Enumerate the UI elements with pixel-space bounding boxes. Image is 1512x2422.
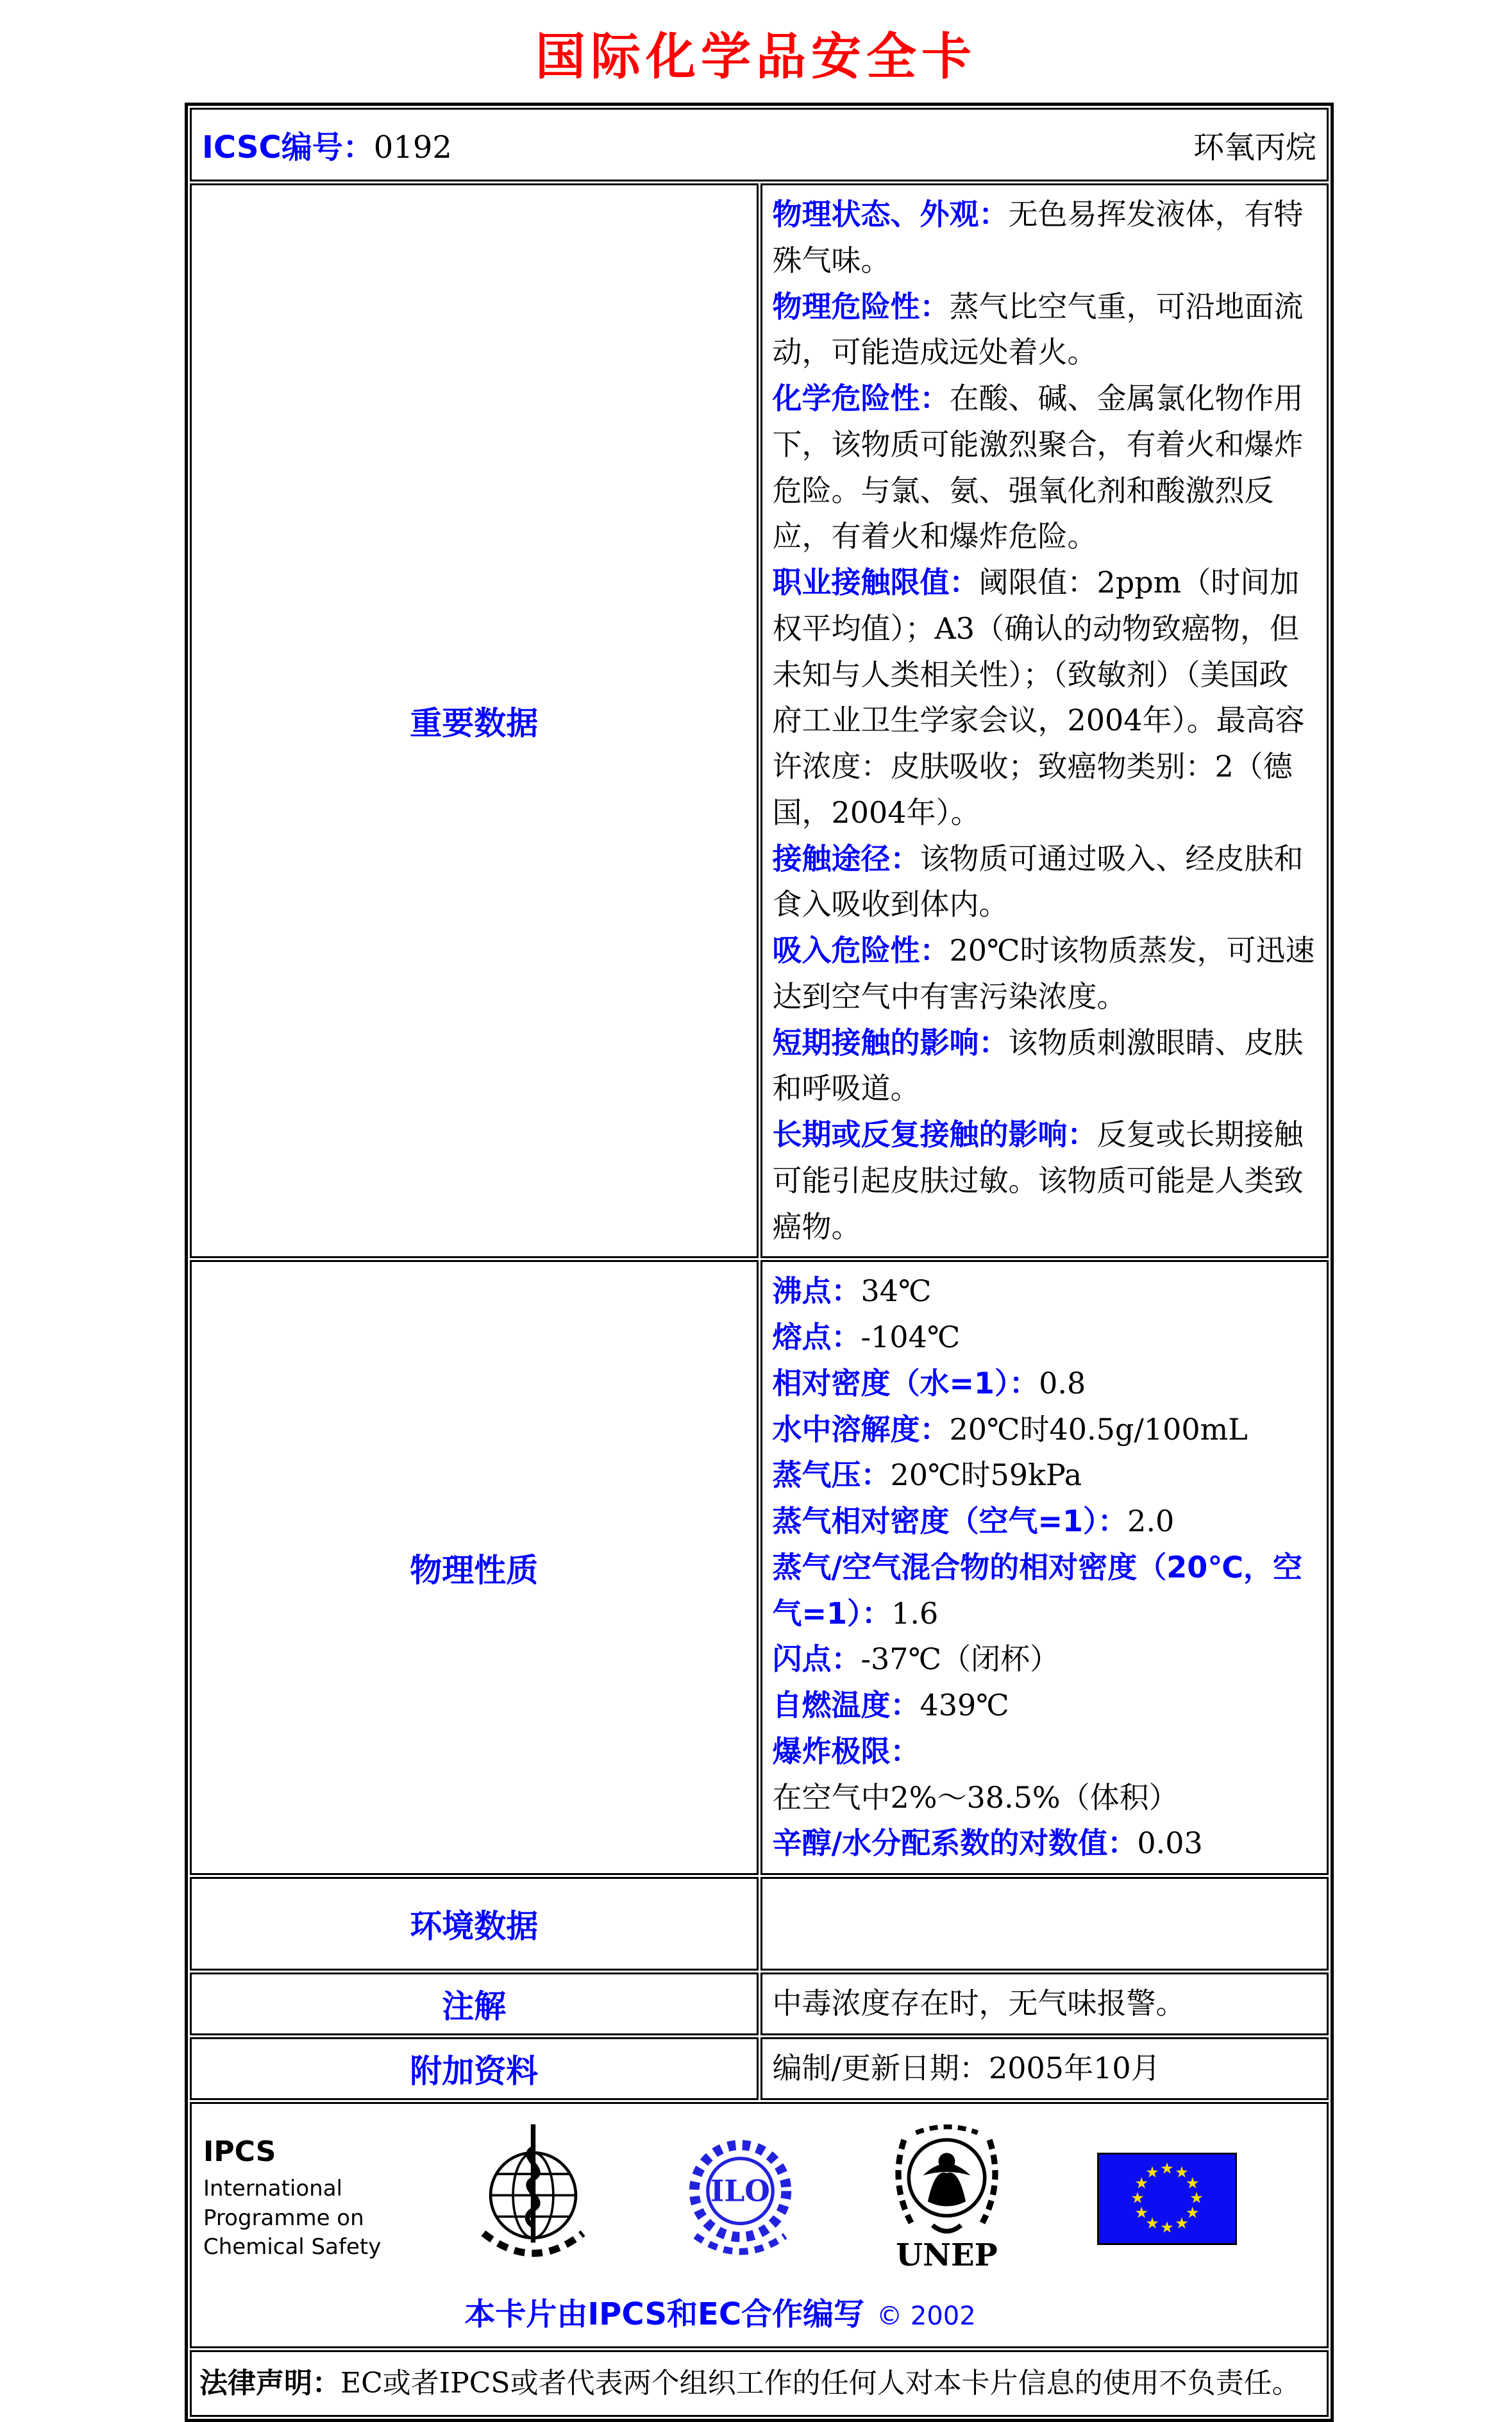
physical-properties-content — [760, 1260, 1329, 1875]
eu-star-icon: ★ — [1130, 2189, 1145, 2207]
additional-info-content: 编制/更新日期：2005年10月 — [760, 2037, 1329, 2100]
credit-year: © 2002 — [877, 2301, 976, 2331]
item-label: 吸入危险性： — [772, 933, 950, 968]
item-text: 在空气中2%～38.5%（体积） — [772, 1779, 1179, 1815]
item-text: -104℃ — [861, 1320, 961, 1354]
data-item — [773, 928, 1317, 1020]
data-item — [773, 560, 1317, 836]
ipcs-line: Programme on — [203, 2205, 364, 2231]
item-text: 该物质可通过吸入、经皮肤和食入吸收到体内。 — [772, 841, 1304, 922]
data-item — [773, 1020, 1317, 1113]
item-text: 20℃时该物质蒸发，可迅速达到空气中有害污染浓度。 — [772, 933, 1315, 1014]
eu-star-icon: ★ — [1134, 2174, 1148, 2192]
ipcs-line: International — [203, 2175, 342, 2201]
logos-cell — [190, 2102, 1329, 2348]
page-title: 国际化学品安全卡 — [535, 28, 977, 86]
item-label: 物理危险性： — [772, 289, 950, 324]
item-label: 熔点： — [772, 1320, 861, 1354]
data-item — [773, 1545, 1317, 1637]
item-label: 短期接触的影响： — [772, 1025, 1009, 1060]
eu-star-icon: ★ — [1160, 2218, 1174, 2237]
data-item — [773, 1268, 1317, 1315]
ipcs-title: IPCS — [203, 2135, 276, 2168]
legal-notice-cell — [190, 2350, 1329, 2417]
data-item — [773, 376, 1317, 560]
credit-line — [203, 2289, 1237, 2334]
item-text: 20℃时59kPa — [890, 1458, 1082, 1493]
eu-flag-icon — [1097, 2153, 1237, 2245]
item-text: 2.0 — [1127, 1504, 1175, 1538]
item-text: 1.6 — [891, 1595, 939, 1631]
item-label: 辛醇/水分配系数的对数值： — [772, 1826, 1138, 1861]
environmental-data-row — [190, 1877, 1329, 1971]
physical-properties-row — [190, 1260, 1329, 1875]
important-data-row — [190, 183, 1329, 1258]
data-item — [773, 1407, 1317, 1453]
item-label: 长期或反复接触的影响： — [772, 1117, 1097, 1152]
item-text: 439℃ — [920, 1688, 1009, 1722]
notes-row-label: 注解 — [190, 1972, 759, 2035]
eu-star-icon: ★ — [1175, 2163, 1189, 2182]
item-label: 职业接触限值： — [772, 565, 979, 600]
icsc-header-cell — [190, 108, 1329, 181]
data-item — [773, 1361, 1317, 1407]
data-item — [773, 192, 1317, 284]
item-label: 物理状态、外观： — [772, 197, 1009, 231]
data-item — [773, 1499, 1317, 1545]
item-label: 蒸气相对密度（空气=1）： — [772, 1504, 1128, 1538]
item-text: 阈限值：2ppm（时间加权平均值）；A3（确认的动物致癌物，但未知与人类相关性）；（致敏剂）（美国政府工业卫生学家会议，2004年）。最高容许浓度：皮肤吸收；致癌物类别：2（德国，2004年）。 — [772, 565, 1305, 830]
item-text: 0.03 — [1137, 1826, 1203, 1861]
credit-text: 本卡片由IPCS和EC合作编写 — [464, 2296, 865, 2332]
item-text: 蒸气比空气重，可沿地面流动，可能造成远处着火。 — [772, 289, 1304, 370]
legal-notice-text: EC或者IPCS或者代表两个组织工作的任何人对本卡片信息的使用不负责任。 — [340, 2366, 1300, 2400]
item-text: 0.8 — [1039, 1365, 1086, 1400]
item-text: 在酸、碱、金属氯化物作用下，该物质可能激烈聚合，有着火和爆炸危险。与氯、氨、强氧化剂和酸激烈反应，有着火和爆炸危险。 — [772, 381, 1304, 554]
item-label: 水中溶解度： — [772, 1411, 950, 1447]
unep-logo-icon — [887, 2121, 1006, 2278]
ilo-logo-icon — [684, 2126, 796, 2272]
data-item — [773, 1452, 1317, 1499]
item-label: 爆炸极限： — [772, 1733, 920, 1769]
important-data-row-label: 重要数据 — [190, 183, 759, 1258]
item-text: 34℃ — [861, 1274, 932, 1309]
icsc-number-label: ICSC编号： — [202, 130, 374, 165]
environmental-data-row-label: 环境数据 — [190, 1877, 759, 1971]
item-text: 无色易挥发液体，有特殊气味。 — [772, 197, 1304, 278]
environmental-data-content — [760, 1877, 1329, 1971]
ipcs-text-block — [203, 2135, 383, 2263]
data-item — [773, 284, 1317, 376]
eu-star-icon: ★ — [1145, 2163, 1159, 2182]
item-label: 沸点： — [772, 1274, 861, 1309]
legal-notice-row — [190, 2350, 1329, 2417]
item-label: 接触途径： — [772, 841, 920, 876]
icsc-number-group — [202, 122, 452, 167]
ipcs-line: Chemical Safety — [203, 2234, 382, 2260]
item-text: 反复或长期接触可能引起皮肤过敏。该物质可能是人类致癌物。 — [772, 1117, 1304, 1244]
data-item — [773, 1315, 1317, 1361]
eu-star-icon: ★ — [1145, 2214, 1159, 2233]
item-label: 闪点： — [772, 1642, 861, 1677]
item-label: 蒸气/空气混合物的相对密度（20℃，空气=1）： — [772, 1549, 1303, 1631]
data-item — [773, 836, 1317, 929]
additional-info-row-label: 附加资料 — [190, 2037, 759, 2100]
legal-notice-label: 法律声明： — [199, 2366, 340, 2400]
eu-star-icon: ★ — [1160, 2159, 1174, 2178]
data-item — [773, 1821, 1317, 1867]
data-item — [773, 1636, 1317, 1683]
item-text: -37℃（闭杯） — [861, 1642, 1060, 1677]
item-text: 该物质刺激眼睛、皮肤和呼吸道。 — [772, 1025, 1304, 1106]
data-item — [773, 1683, 1317, 1729]
unep-logo-text: UNEP — [895, 2237, 998, 2273]
safety-card-table — [185, 103, 1334, 2422]
chemical-name: 环氧丙烷 — [1193, 130, 1316, 165]
icsc-card-page — [0, 17, 1512, 2400]
icsc-header-row — [190, 108, 1329, 181]
item-label: 蒸气压： — [772, 1458, 891, 1493]
icsc-number-value: 0192 — [373, 130, 452, 165]
logos-row — [190, 2102, 1329, 2348]
eu-star-icon: ★ — [1189, 2189, 1204, 2207]
notes-row — [190, 1972, 1329, 2035]
important-data-content — [760, 183, 1329, 1258]
item-label: 化学危险性： — [772, 381, 950, 416]
eu-star-icon: ★ — [1186, 2174, 1200, 2192]
additional-info-row — [190, 2037, 1329, 2100]
who-logo-icon — [474, 2122, 592, 2276]
eu-star-icon: ★ — [1186, 2203, 1200, 2222]
item-text: 20℃时40.5g/100mL — [949, 1411, 1248, 1447]
eu-star-icon: ★ — [1175, 2214, 1189, 2233]
data-item — [773, 1112, 1317, 1250]
item-label: 自燃温度： — [772, 1688, 920, 1722]
item-label: 相对密度（水=1）： — [772, 1365, 1039, 1400]
eu-star-icon: ★ — [1134, 2203, 1148, 2222]
notes-content: 中毒浓度存在时，无气味报警。 — [760, 1972, 1329, 2035]
ilo-logo-text: ILO — [710, 2173, 770, 2208]
physical-properties-row-label: 物理性质 — [190, 1260, 759, 1875]
data-item — [773, 1729, 1317, 1821]
